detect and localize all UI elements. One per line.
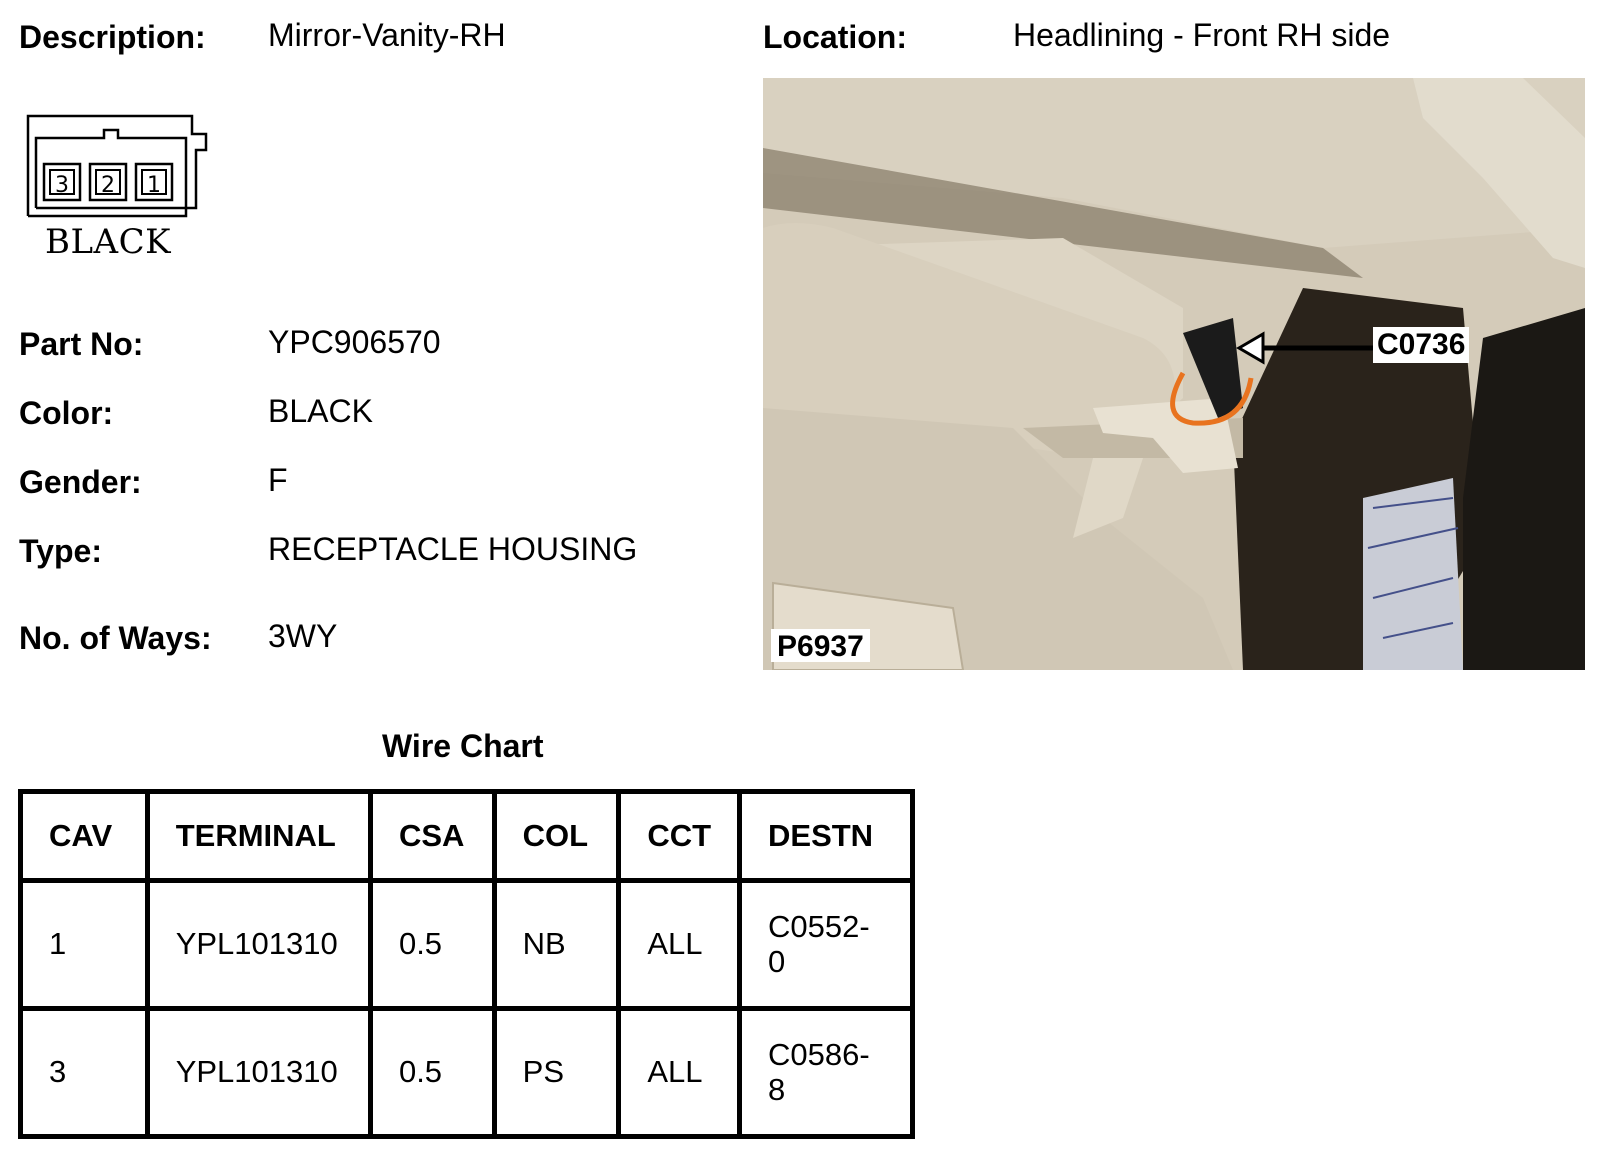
cell-col: PS xyxy=(494,1009,619,1137)
connector-color-label: BLACK xyxy=(44,222,172,262)
location-value: Headlining - Front RH side xyxy=(1013,17,1391,53)
table-header-row xyxy=(21,792,913,881)
part-no-value: YPC906570 xyxy=(268,324,441,360)
part-no-label: Part No: xyxy=(19,326,144,362)
location-photo xyxy=(763,78,1585,670)
cavity-1 xyxy=(136,164,172,200)
type-label: Type: xyxy=(19,533,102,569)
column-header-terminal: TERMINAL xyxy=(147,792,370,881)
wire-chart-title: Wire Chart xyxy=(382,728,544,764)
cavity-2 xyxy=(90,164,126,200)
cell-destn: C0552- 0 xyxy=(740,881,913,1009)
location-label: Location: xyxy=(763,19,907,55)
cell-col: NB xyxy=(494,881,619,1009)
description-value: Mirror-Vanity-RH xyxy=(268,17,506,53)
type-value: RECEPTACLE HOUSING xyxy=(268,531,638,567)
table-row xyxy=(21,881,913,1009)
ways-value: 3WY xyxy=(268,618,338,654)
gender-value: F xyxy=(268,462,288,498)
cell-cct: ALL xyxy=(619,881,740,1009)
ways-label: No. of Ways: xyxy=(19,620,212,656)
cell-terminal: YPL101310 xyxy=(147,1009,370,1137)
cell-cav: 3 xyxy=(21,1009,148,1137)
gender-label: Gender: xyxy=(19,464,142,500)
cell-terminal: YPL101310 xyxy=(147,881,370,1009)
cell-csa: 0.5 xyxy=(370,881,494,1009)
cell-csa: 0.5 xyxy=(370,1009,494,1137)
color-value: BLACK xyxy=(268,393,373,429)
cell-cct: ALL xyxy=(619,1009,740,1137)
cavity-1-number: 1 xyxy=(147,173,161,198)
column-header-cct: CCT xyxy=(619,792,740,881)
cavity-3-number: 3 xyxy=(55,173,69,198)
cavity-3 xyxy=(44,164,80,200)
column-header-cav: CAV xyxy=(21,792,148,881)
connector-callout-label: C0736 xyxy=(1373,327,1469,363)
location-photo-illustration xyxy=(763,78,1585,670)
column-header-col: COL xyxy=(494,792,619,881)
column-header-destn: DESTN xyxy=(740,792,913,881)
cell-destn: C0586- 8 xyxy=(740,1009,913,1137)
wire-chart-table xyxy=(18,789,915,1139)
cavity-2-number: 2 xyxy=(101,173,115,198)
photo-id-label: P6937 xyxy=(771,629,870,663)
description-label: Description: xyxy=(19,19,206,55)
cell-cav: 1 xyxy=(21,881,148,1009)
column-header-csa: CSA xyxy=(370,792,494,881)
color-label: Color: xyxy=(19,395,114,431)
table-row xyxy=(21,1009,913,1137)
